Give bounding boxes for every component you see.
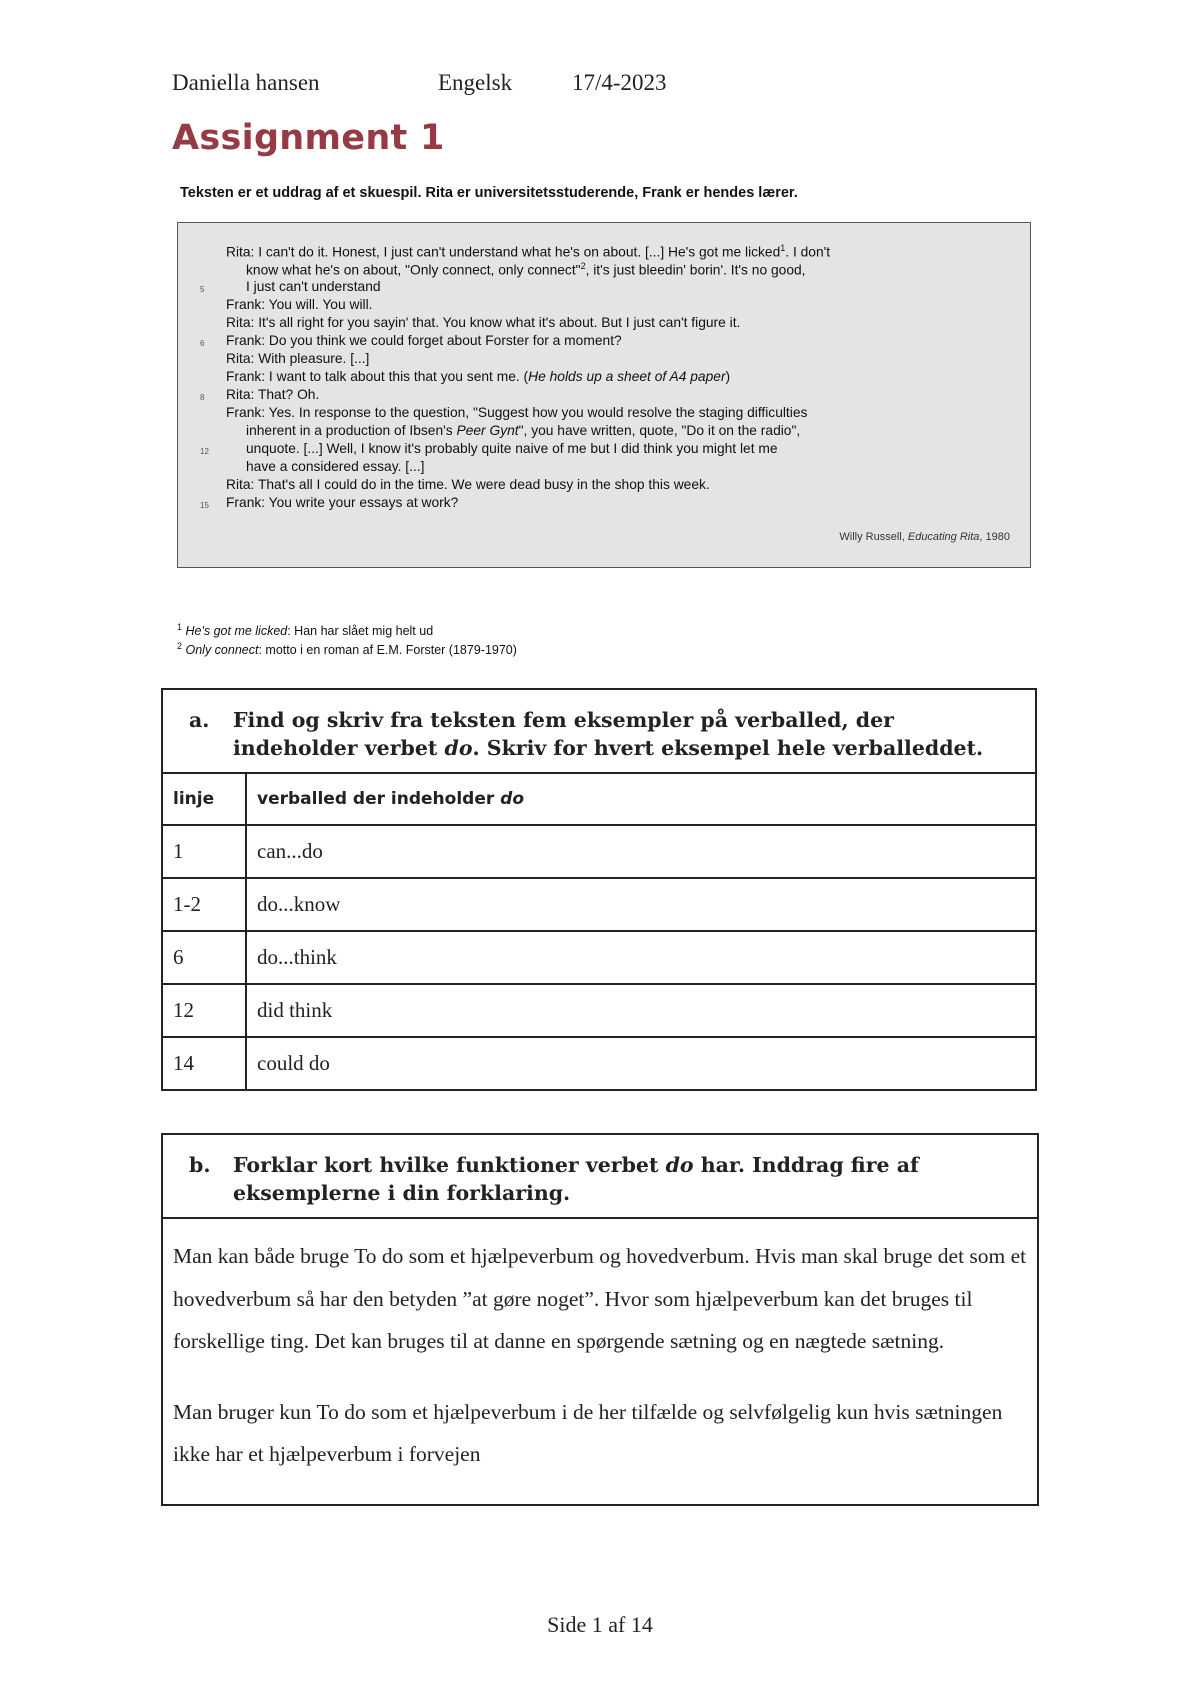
- question-letter: a.: [189, 708, 210, 732]
- line-number: 8: [200, 393, 205, 402]
- line-cell: 6: [162, 931, 246, 984]
- excerpt-line: know what he's on about, "Only connect, only connect"$^2$, it's just bleedin' borin'. It's no good,: [246, 261, 806, 278]
- table-row: [162, 984, 1036, 1037]
- phrase-cell: do...know: [246, 878, 1036, 931]
- column-header-phrase: verballed der indeholder do: [246, 773, 1036, 825]
- table-row: [162, 878, 1036, 931]
- line-cell: 1-2: [162, 878, 246, 931]
- answer-b: [162, 1218, 1038, 1505]
- table-row: [162, 1037, 1036, 1090]
- excerpt-line: Frank: Do you think we could forget about Forster for a moment?: [226, 333, 622, 348]
- table-row: [162, 825, 1036, 878]
- excerpt-line: Frank: You will. You will.: [226, 297, 373, 312]
- line-cell: 12: [162, 984, 246, 1037]
- excerpt-source: Willy Russell, Educating Rita, 1980: [839, 531, 1010, 543]
- excerpt-line: Rita: With pleasure. [...]: [226, 351, 370, 366]
- phrase-cell: can...do: [246, 825, 1036, 878]
- footnote-1: $^1$ He's got me licked: Han har slået mig helt ud: [177, 622, 434, 639]
- question-a: [162, 689, 1036, 773]
- excerpt-line: I just can't understand: [246, 279, 381, 294]
- excerpt-line: Frank: I want to talk about this that you sent me. (He holds up a sheet of A4 paper): [226, 369, 731, 384]
- phrase-cell: do...think: [246, 931, 1036, 984]
- footnote-2: $^2$ Only connect: motto i en roman af E.M. Forster (1879-1970): [177, 641, 517, 658]
- line-number: 12: [200, 447, 209, 456]
- question-text: Find og skriv fra teksten fem eksempler på verballed, der indeholder verbet do. Skriv for hvert eksempel hele verballeddet.: [233, 708, 984, 760]
- column-header-line: linje: [162, 773, 246, 825]
- question-b: [162, 1134, 1038, 1218]
- table-row: [162, 931, 1036, 984]
- question-b-table: [161, 1133, 1039, 1506]
- excerpt-line: have a considered essay. [...]: [246, 459, 425, 474]
- page-number: Side 1 af 14: [547, 1612, 653, 1637]
- subject: Engelsk: [438, 70, 513, 95]
- date: 17/4-2023: [572, 70, 667, 95]
- phrase-cell: could do: [246, 1037, 1036, 1090]
- excerpt-line: Rita: That's all I could do in the time. We were dead busy in the shop this week.: [226, 477, 710, 492]
- line-number: 6: [200, 339, 205, 348]
- question-text: Forklar kort hvilke funktioner verbet do har. Inddrag fire af eksemplerne i din forklaring.: [233, 1153, 919, 1205]
- line-number: 5: [200, 285, 205, 294]
- excerpt-line: Rita: That? Oh.: [226, 387, 320, 402]
- play-excerpt: [177, 222, 1031, 568]
- excerpt-line: Frank: You write your essays at work?: [226, 495, 459, 510]
- line-cell: 1: [162, 825, 246, 878]
- page-title: Assignment 1: [172, 118, 445, 158]
- answer-paragraph: Man bruger kun To do som et hjælpeverbum i de her tilfælde og selvfølgelig kun hvis sætningen ikke har et hjælpeverbum i forvejen: [173, 1399, 1003, 1466]
- excerpt-line: inherent in a production of Ibsen's Peer Gynt", you have written, quote, "Do it on the radio",: [246, 423, 801, 438]
- question-letter: b.: [189, 1153, 211, 1177]
- excerpt-line: Frank: Yes. In response to the question, "Suggest how you would resolve the staging difficulties: [226, 405, 808, 420]
- answer-paragraph: Man kan både bruge To do som et hjælpeverbum og hovedverbum. Hvis man skal bruge det som et hovedverbum så har den betyden ”at gøre noget”. Hvor som hjælpeverbum kan det bruges til forskellige ting. Det kan bruges til at danne en spørgende sætning og en nægtede sætning.: [173, 1244, 1027, 1353]
- phrase-cell: did think: [246, 984, 1036, 1037]
- line-cell: 14: [162, 1037, 246, 1090]
- intro-text: Teksten er et uddrag af et skuespil. Rita er universitetsstuderende, Frank er hendes lærer.: [180, 185, 798, 201]
- author-name: Daniella hansen: [172, 70, 320, 95]
- excerpt-line: Rita: I can't do it. Honest, I just can't understand what he's on about. [...] He's got me licked$^1$. I don't: [226, 243, 831, 260]
- question-a-table: [161, 688, 1037, 1091]
- excerpt-line: Rita: It's all right for you sayin' that. You know what it's about. But I just can't figure it.: [226, 315, 741, 330]
- excerpt-line: unquote. [...] Well, I know it's probably quite naive of me but I did think you might let me: [246, 441, 778, 456]
- line-number: 15: [200, 501, 209, 510]
